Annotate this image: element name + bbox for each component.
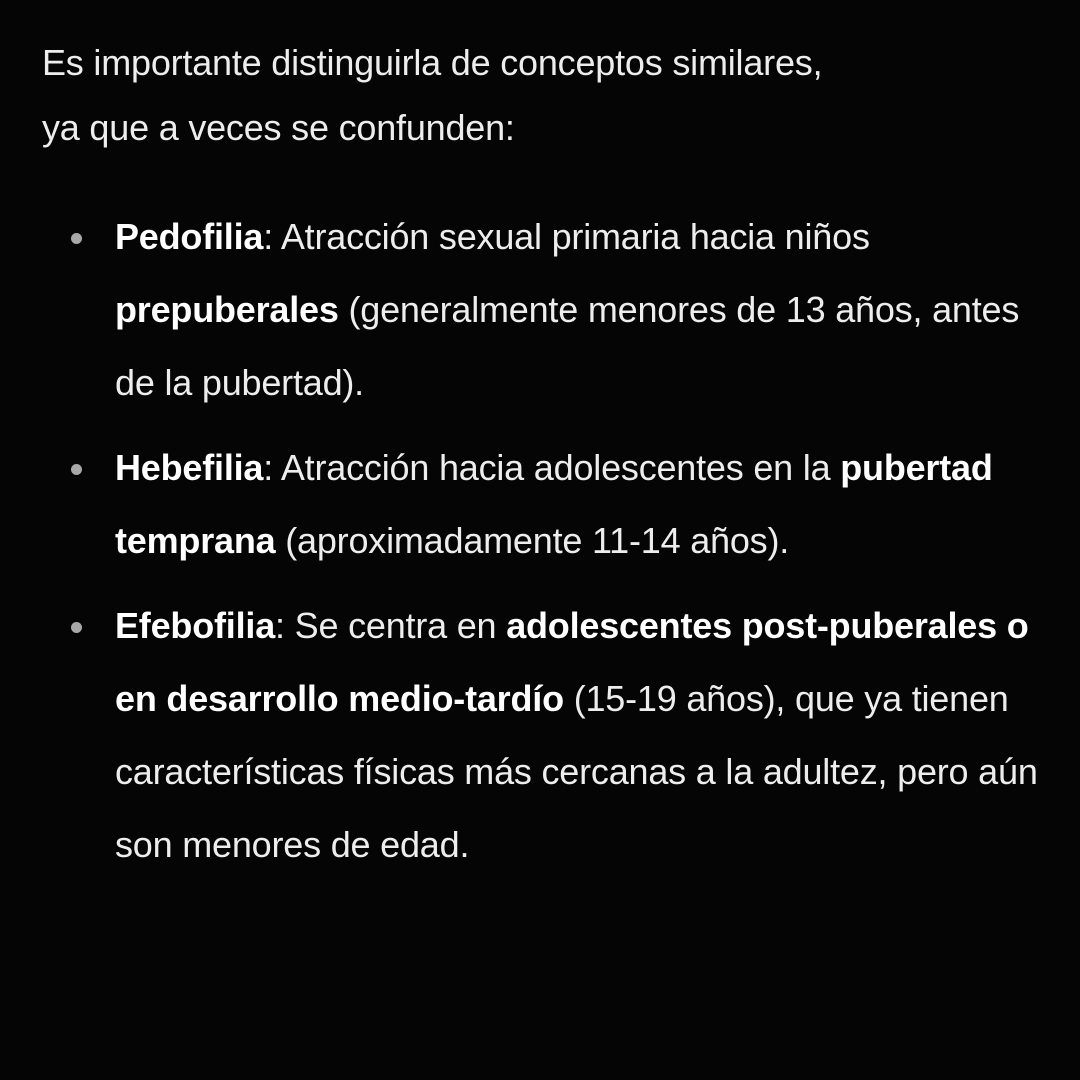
term-label: Efebofilia [115, 605, 276, 646]
definition-text: Atracción hacia adolescentes en la [280, 447, 841, 488]
definition-text: Atracción sexual primaria hacia niños [280, 216, 870, 257]
list-item-hebefilia [42, 431, 1052, 577]
term-separator: : [263, 216, 281, 257]
definition-text: Se centra en [294, 605, 507, 646]
bullet-dot-icon [71, 233, 82, 244]
list-item-pedofilia [42, 200, 1052, 419]
bullet-dot-icon [71, 622, 82, 633]
intro-line-1: Es importante distinguirla de conceptos similares, [42, 42, 823, 83]
definition-emphasis: adolescentes post-puberales o en desarrollo medio-tardío [115, 605, 1029, 719]
intro-paragraph [42, 30, 1052, 160]
bullet-dot-icon [71, 464, 82, 475]
term-separator: : [263, 447, 281, 488]
definition-emphasis: pubertad temprana [115, 447, 993, 561]
definition-text: (15-19 años), que ya tienen características físicas más cercanas a la adultez, pero aún son menores de edad. [115, 678, 1038, 865]
list-item-efebofilia [42, 589, 1052, 881]
definition-emphasis: prepuberales [115, 289, 339, 330]
intro-line-2: ya que a veces se confunden: [42, 107, 515, 148]
term-separator: : [275, 605, 295, 646]
term-label: Pedofilia [115, 216, 264, 257]
definition-text: (aproximadamente 11-14 años). [275, 520, 790, 561]
chat-message [42, 30, 1052, 893]
term-label: Hebefilia [115, 447, 264, 488]
definition-list [42, 200, 1052, 881]
definition-text: (generalmente menores de 13 años, antes de la pubertad). [115, 289, 1020, 403]
